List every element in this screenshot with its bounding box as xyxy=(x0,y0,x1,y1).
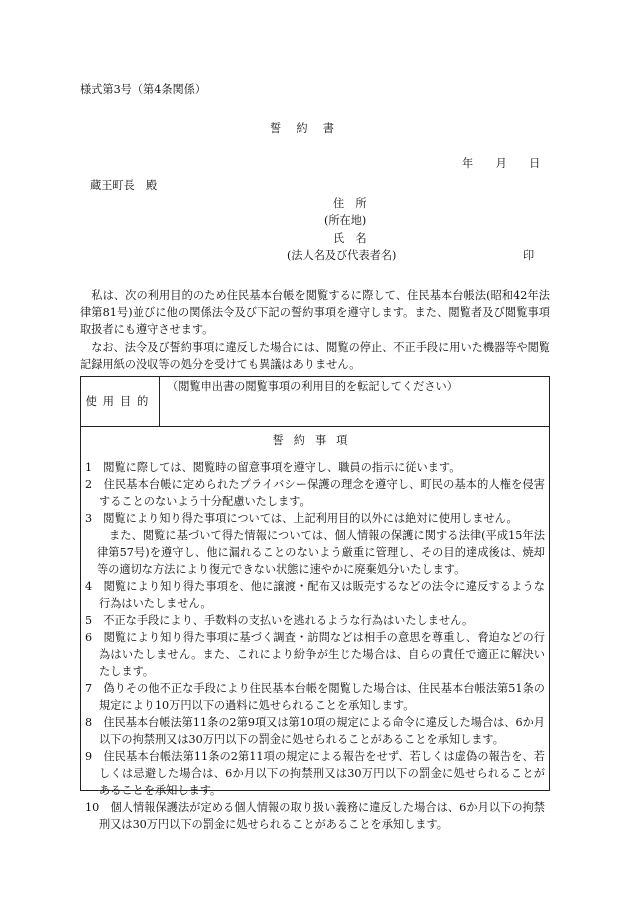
oath-table xyxy=(80,376,550,831)
seal-mark: 印 xyxy=(523,249,535,262)
oath-item: 7 偽りその他不正な手段により住民基本台帳を閲覧した場合は、住民基本台帳法第51条の規定により10万円以下の過料に処せられることを承知します。 xyxy=(85,682,545,712)
oath-item: 3 閲覧により知り得た事項については、上記利用目的以外には絶対に使用しません。 xyxy=(85,512,518,525)
oath-items-list xyxy=(85,459,545,833)
oath-item: 5 不正な手段により、手数料の支払いを逃れるような行為はいたしません。 xyxy=(85,614,474,627)
purpose-row xyxy=(81,377,549,427)
purpose-label: 使用目的 xyxy=(81,377,160,426)
oath-item: 1 閲覧に際しては、閲覧時の留意事項を遵守し、職員の指示に従います。 xyxy=(85,461,461,474)
form-label: 様式第3号（第4条関係） xyxy=(80,83,207,96)
body-paragraph-1: 私は、次の利用目的のため住民基本台帳を閲覧するに際して、住民基本台帳法(昭和42年法律第81号)並びに他の関係法令及び下記の誓約事項を遵守します。また、閲覧者及び閲覧事項取扱者にも遵守させます。 xyxy=(80,289,550,336)
oath-item-continuation xyxy=(85,527,545,578)
name-label: 氏 名 xyxy=(333,232,367,245)
oath-item-3-sub: また、閲覧に基づいて得た情報については、個人情報の保護に関する法律(平成15年法律第57号)を遵守し、他に漏れることのないよう厳重に管理し、その目的達成後は、焼却等の適切な方法により復元できない状態に速やかに廃棄処分いたします。 xyxy=(97,529,545,576)
oath-item: 2 住民基本台帳に定められたプライバシー保護の理念を遵守し、町民の基本的人権を侵害することのないよう十分配慮いたします。 xyxy=(85,478,545,508)
addressee: 蔵王町長 殿 xyxy=(90,179,158,192)
oath-item: 9 住民基本台帳法第11条の2第11項の規定による報告をせず、若しくは虚偽の報告を、若しくは忌避した場合は、6か月以下の拘禁刑又は30万円以下の罰金に処せられることがあることを承知します。 xyxy=(85,750,545,797)
body-paragraph-2: なお、法令及び誓約事項に違反した場合には、閲覧の停止、不正手段に用いた機器等や閲覧記録用紙の没収等の処分を受けても異議はありません。 xyxy=(80,341,550,371)
oath-item: 8 住民基本台帳法第11条の2第9項又は第10項の規定による命令に違反した場合は、6か月以下の拘禁刑又は30万円以下の罰金に処せられることがあることを承知します。 xyxy=(85,716,545,746)
document-title: 誓 約 書 xyxy=(270,122,336,135)
oath-item: 6 閲覧により知り得た事項に基づく調査・訪問などは相手の意思を尊重し、脅迫などの行為はいたしません。また、これにより紛争が生じた場合は、自らの責任で適正に解決いたします。 xyxy=(85,631,545,678)
oath-item: 4 閲覧により知り得た事項を、他に譲渡・配布又は販売するなどの法令に違反するような行為はいたしません。 xyxy=(85,580,545,610)
purpose-note: （閲覧申出書の閲覧事項の利用目的を転記してください） xyxy=(167,380,458,393)
location-label: (所在地) xyxy=(324,214,367,227)
address-label: 住 所 xyxy=(333,197,367,210)
oath-items-title: 誓約事項 xyxy=(272,434,358,447)
oath-item: 10 個人情報保護法が定める個人情報の取り扱い義務に違反した場合は、6か月以下の拘禁刑又は30万円以下の罰金に処せられることがあることを承知します。 xyxy=(85,801,545,831)
date-line: 年 月 日 xyxy=(462,157,541,170)
corporation-label: (法人名及び代表者名) xyxy=(287,249,397,262)
